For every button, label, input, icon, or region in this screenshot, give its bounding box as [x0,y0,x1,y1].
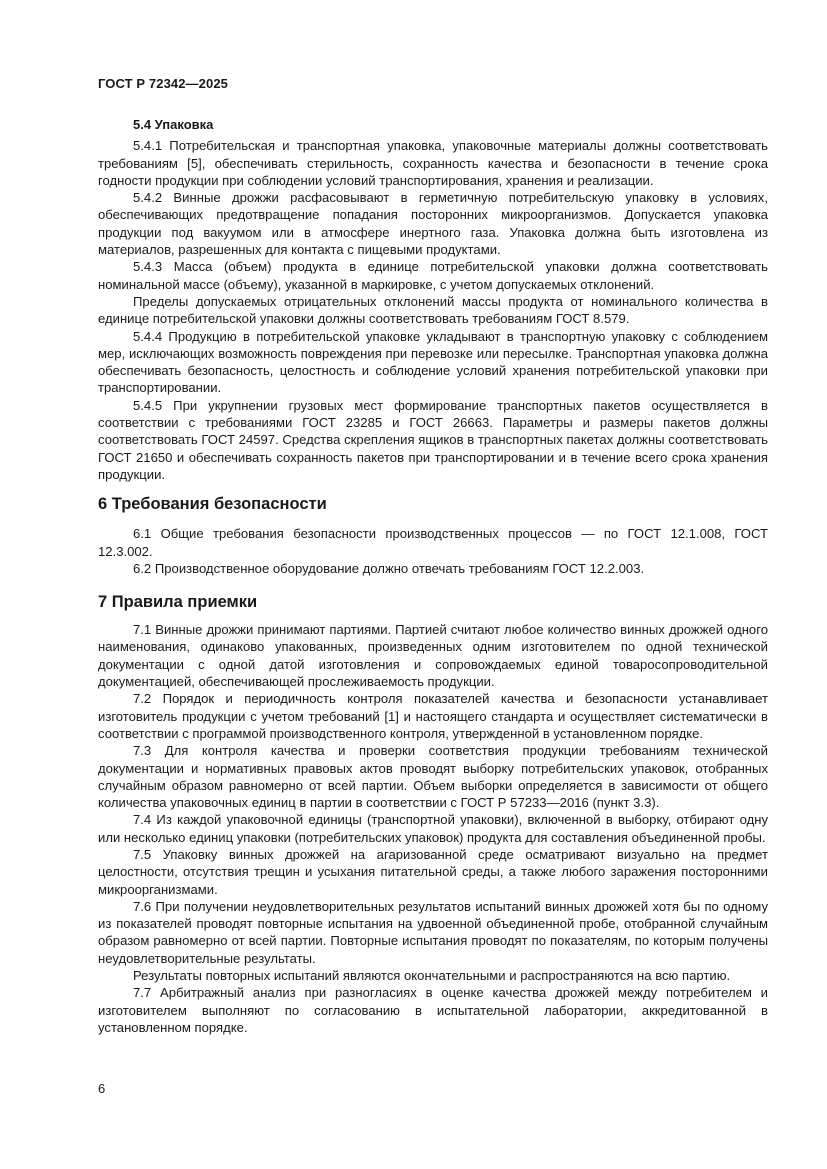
paragraph-5-4-3-limits: Пределы допускаемых отрицательных отклонений массы продукта от номинального количества в единице потребительской упаковки должны соответствовать требованиям ГОСТ 8.579. [98,293,768,327]
section-5-4-heading: 5.4 Упаковка [133,117,214,132]
paragraph-7-4: 7.4 Из каждой упаковочной единицы (транспортной упаковки), включенной в выборку, отбирают одну или несколько единиц упаковки (потребительских упаковок) продукта для составления объединенной пробы. [98,812,768,845]
document-body [98,116,768,1036]
paragraph-5-4-4: 5.4.4 Продукцию в потребительской упаковке укладывают в транспортную упаковку с соблюдением мер, исключающих возможность повреждения при перевозке или пересылке. Транспортная упаковка должна обеспечивать безопасность, целостность и соблюдение условий хранения потребительской упаковки при транспортировании. [98,328,768,396]
paragraph-5-4-1: 5.4.1 Потребительская и транспортная упаковка, упаковочные материалы должны соответствовать требованиям [5], обеспечивать стерильность, сохранность качества и безопасности в течение срока годности продукции при соблюдении условий транспортирования, хранения и реализации. [98,138,768,188]
paragraph-6-1: 6.1 Общие требования безопасности производственных процессов — по ГОСТ 12.1.008, ГОСТ 12.3.002. [98,526,768,559]
paragraph-7-7: 7.7 Арбитражный анализ при разногласиях в оценке качества дрожжей между потребителем и изготовителем выполняют по согласованию в испытательной лаборатории, аккредитованной в установленном порядке. [98,985,768,1035]
paragraph-7-3: 7.3 Для контроля качества и проверки соответствия продукции требованиям технической документации и нормативных правовых актов проводят выборку потребительских упаковок, отобранных случайным образом равномерно от всей партии. Объем выборки определяется в зависимости от общего количества упаковочных единиц в партии в соответствии с ГОСТ Р 57233—2016 (пункт 3.3). [98,743,768,811]
paragraph-5-4-3: 5.4.3 Масса (объем) продукта в единице потребительской упаковки должна соответствовать номинальной массе (объему), указанной в маркировке, с учетом допускаемых отклонений. [98,259,768,292]
paragraph-7-1: 7.1 Винные дрожжи принимают партиями. Партией считают любое количество винных дрожжей одного наименования, одинаково упакованных, произведенных одним изготовителем по одной технической документации с одной датой изготовления и сопровождаемых единой товаросопроводительной документацией, обеспечивающей прослеживаемость продукции. [98,622,768,690]
paragraph-7-6-results: Результаты повторных испытаний являются окончательными и распространяются на всю партию. [133,968,731,984]
paragraph-6-2: 6.2 Производственное оборудование должно отвечать требованиям ГОСТ 12.2.003. [133,560,645,576]
document-header: ГОСТ Р 72342—2025 [98,76,228,91]
paragraph-7-2: 7.2 Порядок и периодичность контроля показателей качества и безопасности устанавливает изготовитель продукции с учетом требований [1] и настоящего стандарта и осуществляет систематически в соответствии с программой производственного контроля, утвержденной в установленном порядке. [98,691,768,741]
section-6-heading: 6 Требования безопасности [98,495,327,514]
paragraph-5-4-5: 5.4.5 При укрупнении грузовых мест формирование транспортных пакетов осуществляется в соответствии с требованиями ГОСТ 23285 и ГОСТ 26663. Параметры и размеры пакетов должны соответствовать ГОСТ 24597. Средства скрепления ящиков в транспортных пакетах должны соответствовать ГОСТ 21650 и обеспечивать сохранность пакетов при транспортировании и в течение всего срока хранения продукции. [98,397,768,482]
page-number: 6 [98,1081,106,1096]
paragraph-7-5: 7.5 Упаковку винных дрожжей на агаризованной среде осматривают визуально на предмет целостности, отсутствия трещин и усыхания питательной среды, а также любого заражения посторонними микроорганизмами. [98,846,768,897]
paragraph-5-4-2: 5.4.2 Винные дрожжи расфасовывают в герметичную потребительскую упаковку в условиях, обеспечивающих предотвращение попадания посторонних микроорганизмов. Допускается упаковка продукции под вакуумом или в атмосфере инертного газа. Упаковка должна быть изготовлена из материалов, разрешенных для контакта с пищевыми продуктами. [98,190,768,258]
section-7-heading: 7 Правила приемки [98,593,258,612]
paragraph-7-6: 7.6 При получении неудовлетворительных результатов испытаний винных дрожжей хотя бы по одному из показателей проводят повторные испытания на удвоенной объединенной пробе, отобранной случайным образом равномерно от всей партии. Повторные испытания проводят по показателям, по которым получены неудовлетворительные результаты. [98,898,768,966]
